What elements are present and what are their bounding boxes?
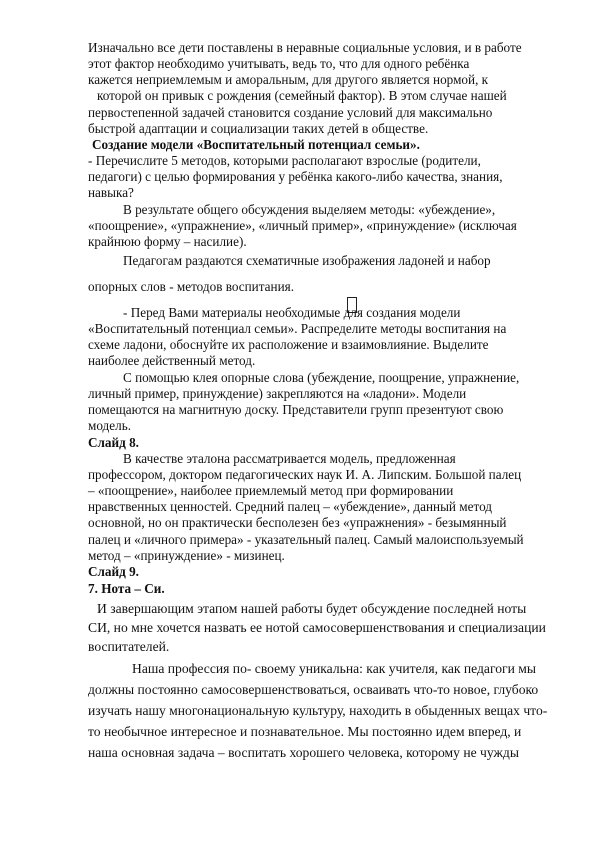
- text-line: наша основная задача – воспитать хорошего человека, которому не чужды: [88, 745, 519, 760]
- text-line: схеме ладони, обоснуйте их расположение и взаимовлияние. Выделите: [88, 337, 489, 352]
- text-line: нравственных ценностей. Средний палец – «убеждение», данный метод: [88, 499, 492, 514]
- text-line: палец и «личного примера» - указательный палец. Самый малоиспользуемый: [88, 532, 524, 547]
- text-line: педагоги) с целью формирования у ребёнка какого-либо качества, знания,: [88, 169, 503, 184]
- text-line: навыка?: [88, 185, 134, 200]
- text-line: Изначально все дети поставлены в неравные социальные условия, и в работе: [88, 40, 522, 55]
- text-line: СИ, но мне хочется назвать ее нотой самосовершенствования и специализации: [88, 620, 546, 635]
- text-line: «Воспитательный потенциал семьи». Распределите методы воспитания на: [88, 321, 507, 336]
- text-line: - Перечислите 5 методов, которыми располагают взрослые (родители,: [88, 153, 481, 168]
- text-line: В качестве эталона рассматривается модель, предложенная: [123, 451, 456, 466]
- text-line: И завершающим этапом нашей работы будет обсуждение последней ноты: [97, 601, 527, 616]
- text-line: Наша профессия по- своему уникальна: как учителя, как педагоги мы: [132, 661, 536, 676]
- text-line: первостепенной задачей становится создание условий для максимально: [88, 105, 493, 120]
- text-line: В результате общего обсуждения выделяем методы: «убеждение»,: [123, 202, 496, 217]
- text-line: помещаются на магнитную доску. Представители групп презентуют свою: [88, 402, 504, 417]
- text-line: С помощью клея опорные слова (убеждение, поощрение, упражнение,: [123, 370, 520, 385]
- text-line: изучать нашу многонациональную культуру, находить в обыденных вещах что-: [88, 703, 548, 718]
- text-line: то необычное интересное и познавательное. Мы постоянно идем вперед, и: [88, 724, 522, 739]
- slide-heading: Слайд 8.: [88, 435, 139, 450]
- text-line: быстрой адаптации и социализации таких детей в обществе.: [88, 121, 429, 136]
- section-heading: 7. Нота – Си.: [88, 581, 165, 596]
- text-line: которой он привык с рождения (семейный фактор). В этом случае нашей: [97, 88, 507, 103]
- text-line: должны постоянно самосовершенствоваться, осваивать что-то новое, глубоко: [88, 682, 539, 697]
- section-heading: Создание модели «Воспитательный потенциал семьи».: [92, 137, 420, 152]
- text-line: наиболее действенный метод.: [88, 353, 256, 368]
- slide-heading: Слайд 9.: [88, 564, 139, 579]
- text-line: Педагогам раздаются схематичные изображения ладоней и набор: [123, 253, 491, 268]
- text-line: кажется неприемлемым и аморальным, для другого является нормой, к: [88, 72, 489, 87]
- text-line: метод – «принуждение» - мизинец.: [88, 548, 285, 563]
- text-line: этот фактор необходимо учитывать, ведь то, что для одного ребёнка: [88, 56, 470, 71]
- text-line: личный пример, принуждение) закрепляются на «ладони». Модели: [88, 386, 467, 401]
- text-line: опорных слов - методов воспитания.: [88, 279, 294, 294]
- text-line: крайнюю форму – насилие).: [88, 234, 247, 249]
- text-line: – «поощрение», наиболее приемлемый метод при формировании: [88, 483, 454, 498]
- text-line: профессором, доктором педагогических наук И. А. Липским. Большой палец: [88, 467, 522, 482]
- text-line: - Перед Вами материалы необходимые для создания модели: [123, 305, 461, 320]
- text-line: модель.: [88, 418, 132, 433]
- text-line: «поощрение», «упражнение», «личный пример», «принуждение» (исключая: [88, 218, 517, 233]
- text-line: воспитателей.: [88, 639, 170, 654]
- text-line: основной, но он практически бесполезен без «упражнения» - безымянный: [88, 515, 507, 530]
